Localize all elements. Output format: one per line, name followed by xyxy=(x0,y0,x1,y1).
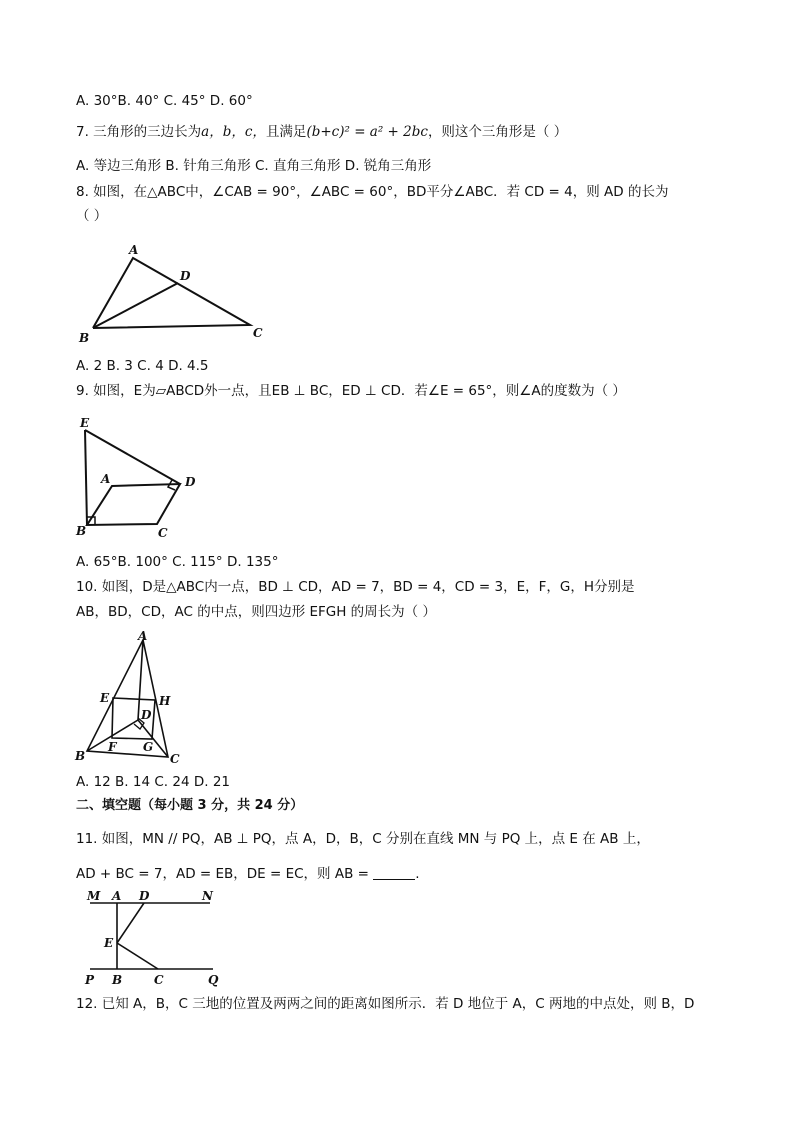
q11-label-c: C xyxy=(154,973,164,987)
q11-label-q: Q xyxy=(208,973,219,987)
q8-label-a: A xyxy=(129,243,139,257)
q10-label-b: B xyxy=(75,749,86,763)
q7-formula: (b+c)² = a² + 2bc xyxy=(306,124,428,140)
q10-label-e: E xyxy=(100,691,110,705)
q11-label-d: D xyxy=(139,889,150,903)
q9-label-e: E xyxy=(80,416,90,430)
q7-vars: a，b，c， xyxy=(201,124,266,140)
q8-label-c: C xyxy=(253,326,263,340)
q10-label-c: C xyxy=(170,752,180,766)
q10-stem-line1: 10. 如图，D是△ABC内一点，BD ⊥ CD，AD = 7，BD = 4，CD = 3，E，F，G，H分别是 xyxy=(76,579,635,595)
q11-label-e: E xyxy=(104,936,114,950)
q9-options: A. 65°B. 100° C. 115° D. 135° xyxy=(76,554,279,570)
q9-label-d: D xyxy=(185,475,196,489)
q8-stem-line1: 8. 如图，在△ABC中，∠CAB = 90°，∠ABC = 60°，BD平分∠ABC．若 CD = 4，则 AD 的长为 xyxy=(76,184,669,200)
q11-label-a: A xyxy=(112,889,122,903)
q10-stem-line2: AB，BD，CD，AC 的中点，则四边形 EFGH 的周长为（ ） xyxy=(76,604,436,620)
q8-options: A. 2 B. 3 C. 4 D. 4.5 xyxy=(76,358,209,374)
q11-conditions: AD + BC = 7，AD = EB，DE = EC，则 AB = xyxy=(76,866,369,882)
q11-label-m: M xyxy=(87,889,101,903)
q7-stem-c: ，则这个三角形是（ ） xyxy=(427,124,568,140)
q10-label-a: A xyxy=(138,629,148,643)
q10-label-h: H xyxy=(159,694,171,708)
q12-stem: 12. 已知 A，B，C 三地的位置及两两之间的距离如图所示．若 D 地位于 A，C 两地的中点处，则 B，D xyxy=(76,996,695,1012)
q10-label-f: F xyxy=(108,740,117,754)
q9-label-a: A xyxy=(101,472,111,486)
q9-stem: 9. 如图，E为▱ABCD外一点，且EB ⊥ BC，ED ⊥ CD．若∠E = 65°，则∠A的度数为（ ） xyxy=(76,383,626,399)
q7-stem-a: 7. 三角形的三边长为 xyxy=(76,124,202,140)
q8-label-d: D xyxy=(180,269,191,283)
q11-period: . xyxy=(415,866,420,882)
q6-options: A. 30°B. 40° C. 45° D. 60° xyxy=(76,93,253,109)
q9-label-b: B xyxy=(76,524,87,538)
q10-label-g: G xyxy=(143,740,154,754)
section2-title: 二、填空题（每小题 3 分，共 24 分） xyxy=(76,798,304,813)
q11-stem-line1: 11. 如图，MN // PQ，AB ⊥ PQ，点 A，D，B，C 分别在直线 MN 与 PQ 上，点 E 在 AB 上， xyxy=(76,831,650,847)
q7-options: A. 等边三角形 B. 针角三角形 C. 直角三角形 D. 锐角三角形 xyxy=(76,158,432,174)
q10-options: A. 12 B. 14 C. 24 D. 21 xyxy=(76,774,230,790)
q10-label-d: D xyxy=(141,708,152,722)
q9-label-c: C xyxy=(158,526,168,540)
q11-label-n: N xyxy=(202,889,213,903)
q11-label-b: B xyxy=(112,973,123,987)
q8-stem-line2: （ ） xyxy=(76,208,108,224)
q11-label-p: P xyxy=(85,973,95,987)
q8-label-b: B xyxy=(79,331,90,345)
q7-stem-b: 且满足 xyxy=(265,124,307,140)
